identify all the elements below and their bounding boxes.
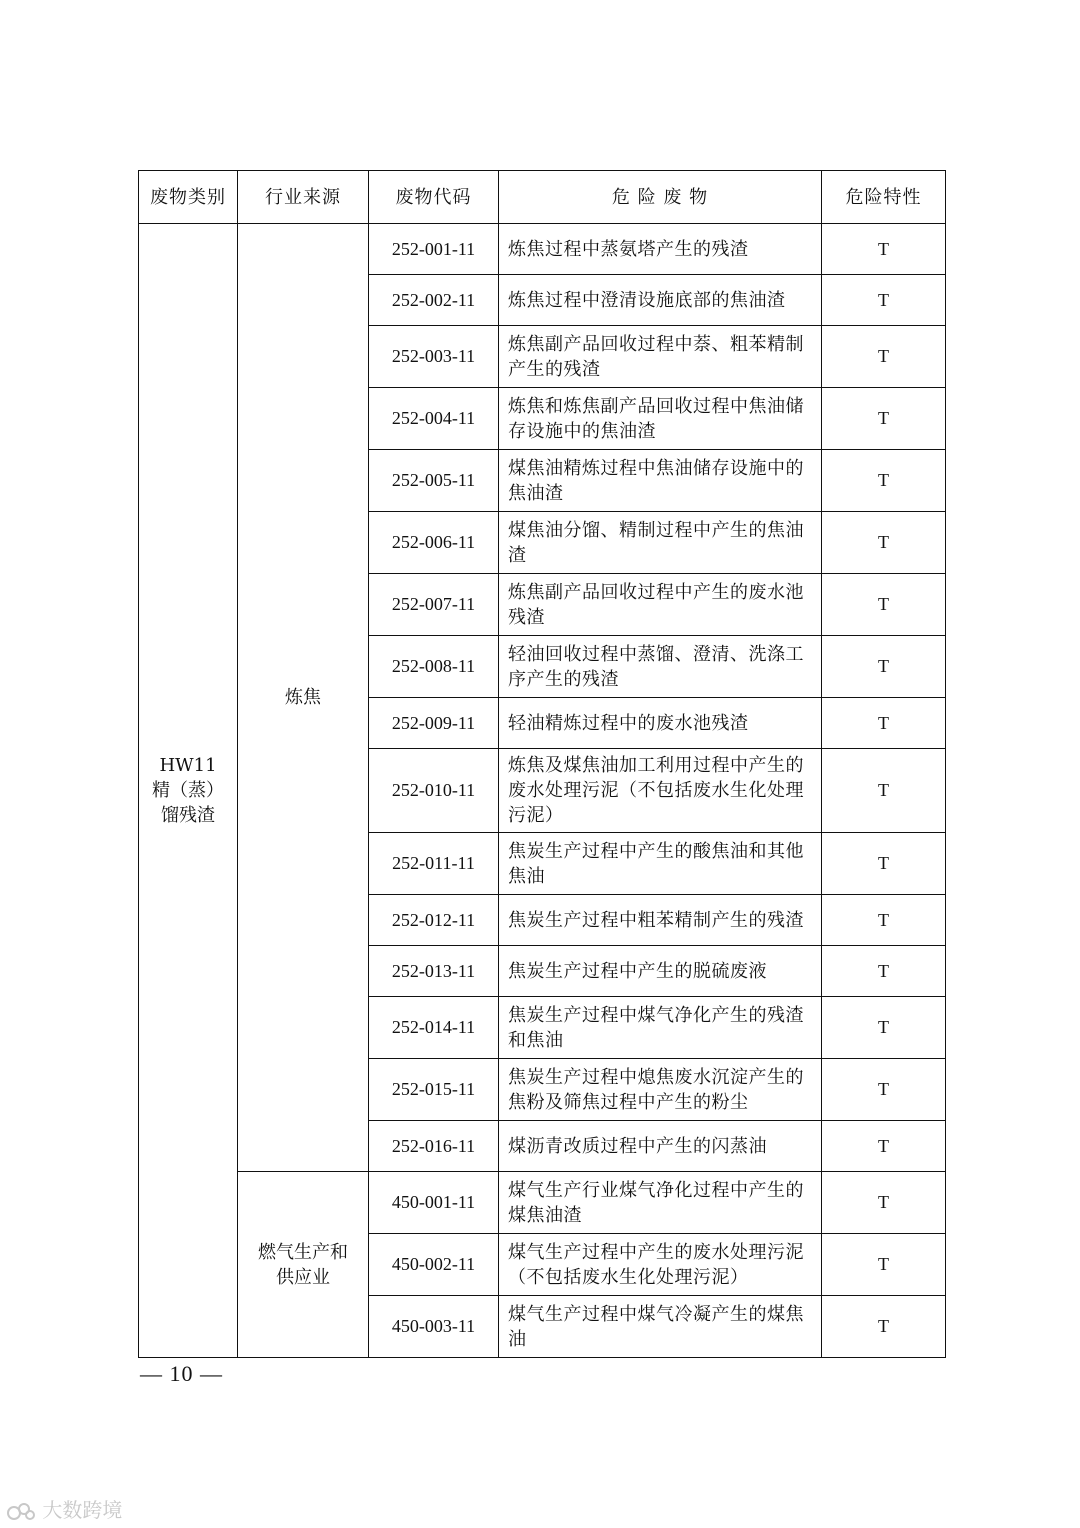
table-row — [139, 1172, 946, 1234]
hazard-characteristic-cell: T — [822, 749, 946, 833]
hazard-characteristic-cell: T — [822, 698, 946, 749]
hazard-characteristic-cell: T — [822, 946, 946, 997]
header-waste: 危 险 废 物 — [499, 171, 822, 224]
table-header-row — [139, 171, 946, 224]
industry-source-cell: 炼焦 — [238, 224, 369, 1172]
watermark — [6, 1494, 122, 1523]
hazard-characteristic-cell: T — [822, 450, 946, 512]
header-source: 行业来源 — [238, 171, 369, 224]
hazard-characteristic-cell: T — [822, 997, 946, 1059]
waste-code-cell: 252-015-11 — [369, 1059, 499, 1121]
waste-category-cell: HW11 精（蒸） 馏残渣 — [139, 224, 238, 1358]
hazardous-waste-description-cell: 焦炭生产过程中产生的酸焦油和其他焦油 — [499, 833, 822, 895]
hazard-characteristic-cell: T — [822, 326, 946, 388]
header-code: 废物代码 — [369, 171, 499, 224]
hazardous-waste-description-cell: 炼焦过程中蒸氨塔产生的残渣 — [499, 224, 822, 275]
table-body — [139, 224, 946, 1358]
waste-code-cell: 252-009-11 — [369, 698, 499, 749]
waste-code-cell: 252-012-11 — [369, 895, 499, 946]
page-number: — 10 — — [140, 1361, 223, 1386]
waste-code-cell: 450-001-11 — [369, 1172, 499, 1234]
watermark-logo-icon — [6, 1501, 36, 1523]
hazardous-waste-description-cell: 焦炭生产过程中熄焦废水沉淀产生的焦粉及筛焦过程中产生的粉尘 — [499, 1059, 822, 1121]
header-category: 废物类别 — [139, 171, 238, 224]
waste-code-cell: 252-005-11 — [369, 450, 499, 512]
waste-code-cell: 252-011-11 — [369, 833, 499, 895]
hazardous-waste-description-cell: 煤焦油精炼过程中焦油储存设施中的焦油渣 — [499, 450, 822, 512]
waste-code-cell: 450-002-11 — [369, 1234, 499, 1296]
waste-code-cell: 252-002-11 — [369, 275, 499, 326]
hazard-characteristic-cell: T — [822, 1059, 946, 1121]
waste-code-cell: 252-003-11 — [369, 326, 499, 388]
hazard-characteristic-cell: T — [822, 1121, 946, 1172]
hazardous-waste-description-cell: 煤焦油分馏、精制过程中产生的焦油渣 — [499, 512, 822, 574]
hazard-characteristic-cell: T — [822, 275, 946, 326]
hazard-characteristic-cell: T — [822, 512, 946, 574]
hazard-characteristic-cell: T — [822, 833, 946, 895]
hazardous-waste-description-cell: 轻油精炼过程中的废水池残渣 — [499, 698, 822, 749]
watermark-text: 大数跨境 — [42, 1498, 123, 1522]
hazardous-waste-description-cell: 炼焦过程中澄清设施底部的焦油渣 — [499, 275, 822, 326]
hazardous-waste-table — [138, 170, 946, 1358]
hazard-characteristic-cell: T — [822, 1172, 946, 1234]
hazard-characteristic-cell: T — [822, 574, 946, 636]
waste-code-cell: 252-008-11 — [369, 636, 499, 698]
hazardous-waste-description-cell: 炼焦及煤焦油加工利用过程中产生的废水处理污泥（不包括废水生化处理污泥） — [499, 749, 822, 833]
hazardous-waste-description-cell: 焦炭生产过程中粗苯精制产生的残渣 — [499, 895, 822, 946]
industry-source-cell: 燃气生产和 供应业 — [238, 1172, 369, 1358]
waste-code-cell: 252-010-11 — [369, 749, 499, 833]
hazardous-waste-description-cell: 煤气生产行业煤气净化过程中产生的煤焦油渣 — [499, 1172, 822, 1234]
hazardous-waste-description-cell: 焦炭生产过程中产生的脱硫废液 — [499, 946, 822, 997]
hazardous-waste-description-cell: 煤气生产过程中产生的废水处理污泥（不包括废水生化处理污泥） — [499, 1234, 822, 1296]
hazard-characteristic-cell: T — [822, 636, 946, 698]
table-row — [139, 224, 946, 275]
hazard-characteristic-cell: T — [822, 1296, 946, 1358]
hazardous-waste-description-cell: 炼焦副产品回收过程中萘、粗苯精制产生的残渣 — [499, 326, 822, 388]
hazard-characteristic-cell: T — [822, 388, 946, 450]
waste-code-cell: 450-003-11 — [369, 1296, 499, 1358]
hazardous-waste-description-cell: 焦炭生产过程中煤气净化产生的残渣和焦油 — [499, 997, 822, 1059]
hazardous-waste-description-cell: 煤沥青改质过程中产生的闪蒸油 — [499, 1121, 822, 1172]
waste-code-cell: 252-007-11 — [369, 574, 499, 636]
waste-code-cell: 252-016-11 — [369, 1121, 499, 1172]
header-hazard: 危险特性 — [822, 171, 946, 224]
waste-code-cell: 252-004-11 — [369, 388, 499, 450]
hazardous-waste-description-cell: 炼焦副产品回收过程中产生的废水池残渣 — [499, 574, 822, 636]
waste-code-cell: 252-001-11 — [369, 224, 499, 275]
hazardous-waste-description-cell: 煤气生产过程中煤气冷凝产生的煤焦油 — [499, 1296, 822, 1358]
hazard-characteristic-cell: T — [822, 224, 946, 275]
waste-code-cell: 252-013-11 — [369, 946, 499, 997]
hazardous-waste-description-cell: 轻油回收过程中蒸馏、澄清、洗涤工序产生的残渣 — [499, 636, 822, 698]
waste-code-cell: 252-006-11 — [369, 512, 499, 574]
hazard-characteristic-cell: T — [822, 895, 946, 946]
hazard-characteristic-cell: T — [822, 1234, 946, 1296]
hazardous-waste-description-cell: 炼焦和炼焦副产品回收过程中焦油储存设施中的焦油渣 — [499, 388, 822, 450]
waste-code-cell: 252-014-11 — [369, 997, 499, 1059]
waste-table-container — [138, 170, 945, 1358]
